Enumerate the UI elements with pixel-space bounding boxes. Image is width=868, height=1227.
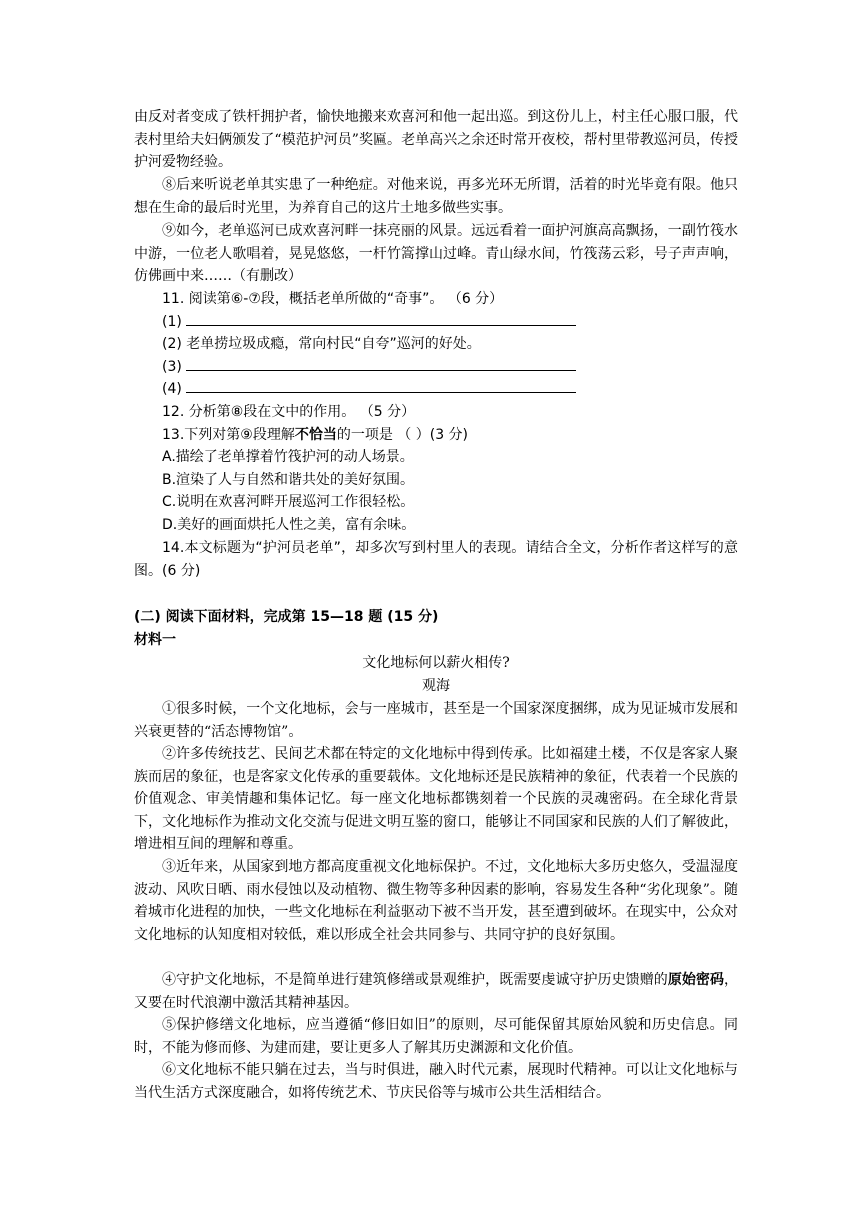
article-paragraph-4 (134, 969, 738, 1014)
article-title: 文化地标何以薪火相传? (362, 655, 510, 671)
answer-line-3 (134, 356, 738, 379)
option-a: A.描绘了老单撑着竹筏护河的动人场景。 (162, 449, 414, 465)
question-12: 12. 分析第⑧段在文中的作用。 （5 分） (162, 404, 416, 420)
article-paragraph-4-post: ，又要在时代浪潮中激活其精神基因。 (134, 972, 739, 1011)
option-c: C.说明在欢喜河畔开展巡河工作很轻松。 (162, 494, 415, 510)
article-paragraph-6: ⑥文化地标不能只躺在过去，当与时俱进，融入时代元素，展现时代精神。可以让文化地标与当代生活方式深度融合，如将传统艺术、节庆民俗等与城市公共生活相结合。 (134, 1062, 738, 1101)
answer-label-1: (1) (162, 314, 182, 330)
article-paragraph-2: ②许多传统技艺、民间艺术都在特定的文化地标中得到传承。比如福建土楼，不仅是客家人聚族而居的象征，也是客家文化传承的重要载体。文化地标还是民族精神的象征，代表着一个民族的价值观念、审美情趣和集体记忆。每一座文化地标都镌刻着一个民族的灵魂密码。在全球化背景下，文化地标作为推动文化交流与促进文明互鉴的窗口，能够让不同国家和民族的人们了解彼此，增进相互间的理解和尊重。 (134, 746, 738, 852)
answer-line-4 (134, 378, 738, 401)
question-14: 14.本文标题为“护河员老单”，却多次写到村里人的表现。请结合全文，分析作者这样写的意图。(6 分) (134, 540, 738, 579)
material-label: 材料一 (134, 632, 176, 648)
section-2-heading: (二) 阅读下面材料，完成第 15—18 题 (15 分) (134, 609, 439, 625)
article-paragraph-3: ③近年来，从国家到地方都高度重视文化地标保护。不过，文化地标大多历史悠久，受温湿度波动、风吹日晒、雨水侵蚀以及动植物、微生物等多种因素的影响，容易发生各种“劣化现象”。随着城市化进程的加快，一些文化地标在利益驱动下被不当开发，甚至遭到破坏。在现实中，公众对文化地标的认知度相对较低，难以形成全社会共同参与、共同守护的良好氛围。 (134, 859, 738, 943)
story-paragraph-continued: 由反对者变成了铁杆拥护者，愉快地搬来欢喜河和他一起出巡。到这份儿上，村主任心服口服，代表村里给夫妇俩颁发了“模范护河员”奖匾。老单高兴之余还时常开夜校，帮村里带教巡河员，传授护河爱物经验。 (134, 109, 738, 170)
answer-blank-1[interactable] (186, 311, 576, 326)
question-11: 11. 阅读第⑥-⑦段，概括老单所做的“奇事”。 （6 分） (162, 291, 504, 307)
story-paragraph-9: ⑨如今，老单巡河已成欢喜河畔一抹亮丽的风景。远远看着一面护河旗高高飘扬，一副竹筏水中游，一位老人歌唱着，晃晃悠悠，一杆竹篙撑山过峰。青山绿水间，竹筏荡云彩，号子声声响，仿佛画中来……（有删改） (134, 223, 738, 284)
answer-line-1 (134, 311, 738, 334)
article-paragraph-1: ①很多时候，一个文化地标，会与一座城市，甚至是一个国家深度捆绑，成为见证城市发展和兴衰更替的“活态博物馆”。 (134, 701, 738, 740)
article-paragraph-5: ⑤保护修缮文化地标，应当遵循“修旧如旧”的原则，尽可能保留其原始风貌和历史信息。同时，不能为修而修、为建而建，要让更多人了解其历史渊源和文化价值。 (134, 1017, 738, 1056)
answer-line-2: (2) 老单捞垃圾成瘾，常向村民“自夸”巡河的好处。 (162, 336, 481, 352)
answer-blank-4[interactable] (186, 378, 576, 393)
article-paragraph-4-bold: 原始密码 (667, 972, 725, 988)
answer-label-4: (4) (162, 381, 182, 397)
story-paragraph-8: ⑧后来听说老单其实患了一种绝症。对他来说，再多光环无所谓，活着的时光毕竟有限。他只想在生命的最后时光里，为养育自己的这片土地多做些实事。 (134, 177, 738, 216)
question-13 (134, 424, 738, 447)
option-b: B.渲染了人与自然和谐共处的美好氛围。 (162, 472, 415, 488)
option-d: D.美好的画面烘托人性之美，富有余味。 (162, 517, 416, 533)
answer-blank-3[interactable] (186, 356, 576, 371)
question-13-pre: 13.下列对第⑨段理解 (162, 427, 295, 443)
article-author: 观海 (422, 678, 450, 694)
article-paragraph-4-pre: ④守护文化地标，不是简单进行建筑修缮或景观维护，既需要虔诚守护历史馈赠的 (162, 972, 668, 988)
question-13-bold: 不恰当 (294, 427, 337, 443)
answer-label-3: (3) (162, 359, 182, 375)
question-13-post: 的一项是 （ ）(3 分) (336, 427, 469, 443)
